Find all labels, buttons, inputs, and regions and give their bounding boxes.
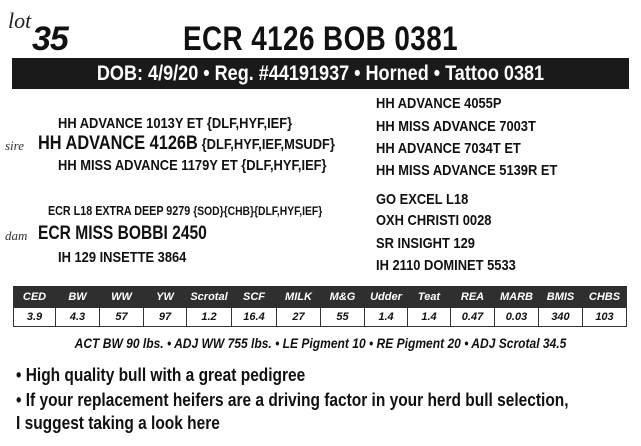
epd-header-ced: CED <box>14 287 56 308</box>
pedigree-right-2: HH MISS ADVANCE 7003T <box>376 118 536 135</box>
sire-dam-tags: {DLF,HYF,IEF} <box>241 157 327 174</box>
note-3: I suggest taking a look here <box>16 413 220 433</box>
epd-header-scrotal: Scrotal <box>187 287 232 308</box>
sire <box>38 133 335 155</box>
epd-value-marb: 0.03 <box>495 308 539 327</box>
epd-header-bmis: BMIS <box>539 287 583 308</box>
epd-value-milk: 27 <box>277 308 321 327</box>
note-1: • High quality bull with a great pedigree <box>16 365 306 385</box>
info-bar-text: DOB: 4/9/20 • Reg. #44191937 • Horned • Tattoo 0381 <box>96 62 545 85</box>
epd-value-chbs: 103 <box>583 308 627 327</box>
epd-table <box>13 286 627 327</box>
epd-header-row <box>14 287 627 308</box>
pedigree-right-5: GO EXCEL L18 <box>376 191 469 208</box>
pedigree-right-4: HH MISS ADVANCE 5139R ET <box>376 162 558 179</box>
dam-sire-name: ECR L18 EXTRA DEEP 9279 <box>48 204 191 218</box>
actual-measurements: ACT BW 90 lbs. • ADJ WW 755 lbs. • LE Pigment 10 • RE Pigment 20 • ADJ Scrotal 34.5 <box>74 335 567 351</box>
pedigree-right-6: OXH CHRISTI 0028 <box>376 212 492 229</box>
pedigree-right-7: SR INSIGHT 129 <box>376 235 475 252</box>
epd-value-scf: 16.4 <box>232 308 277 327</box>
sire-name: HH ADVANCE 4126B <box>38 133 198 154</box>
epd-header-rea: REA <box>451 287 495 308</box>
animal-title: ECR 4126 BOB 0381 <box>182 20 459 58</box>
epd-header-scf: SCF <box>232 287 277 308</box>
note-2: • If your replacement heifers are a driving factor in your herd bull selection, <box>16 390 569 410</box>
epd-value-udder: 1.4 <box>365 308 408 327</box>
epd-value-yw: 97 <box>144 308 187 327</box>
sire-sire-name: HH ADVANCE 1013Y ET <box>58 115 204 132</box>
dam-sire-tags: {SOD}{CHB}{DLF,HYF,IEF} <box>193 204 323 218</box>
epd-value-bmis: 340 <box>539 308 583 327</box>
epd-header-yw: YW <box>144 287 187 308</box>
epd-header-udder: Udder <box>365 287 408 308</box>
dam-sire <box>48 204 322 218</box>
sire-tags: {DLF,HYF,IEF,MSUDF} <box>201 136 335 153</box>
dam-name: ECR MISS BOBBI 2450 <box>38 223 207 244</box>
epd-value-ww: 57 <box>100 308 144 327</box>
sire-dam-name: HH MISS ADVANCE 1179Y ET <box>58 157 238 174</box>
sire-dam <box>58 157 327 174</box>
pedigree-right-3: HH ADVANCE 7034T ET <box>376 140 521 157</box>
dam-label: dam <box>5 228 28 243</box>
epd-value-row <box>14 308 627 327</box>
epd-value-bw: 4.3 <box>56 308 100 327</box>
lot-number: 35 <box>32 20 68 58</box>
epd-value-scrotal: 1.2 <box>187 308 232 327</box>
epd-header-chbs: CHBS <box>583 287 627 308</box>
epd-value-teat: 1.4 <box>408 308 451 327</box>
epd-header-milk: MILK <box>277 287 321 308</box>
epd-header-marb: MARB <box>495 287 539 308</box>
sire-sire <box>58 115 292 132</box>
epd-header-teat: Teat <box>408 287 451 308</box>
epd-value-rea: 0.47 <box>451 308 495 327</box>
epd-value-mg: 55 <box>321 308 365 327</box>
pedigree-right-8: IH 2110 DOMINET 5533 <box>376 257 516 274</box>
epd-header-mg: M&G <box>321 287 365 308</box>
epd-value-ced: 3.9 <box>14 308 56 327</box>
sire-sire-tags: {DLF,HYF,IEF} <box>206 115 293 132</box>
epd-header-bw: BW <box>56 287 100 308</box>
epd-header-ww: WW <box>100 287 144 308</box>
dam-dam-name: IH 129 INSETTE 3864 <box>58 249 187 266</box>
pedigree-right-1: HH ADVANCE 4055P <box>376 95 502 112</box>
lot-label: lot <box>8 8 32 33</box>
sire-label: sire <box>5 138 25 153</box>
